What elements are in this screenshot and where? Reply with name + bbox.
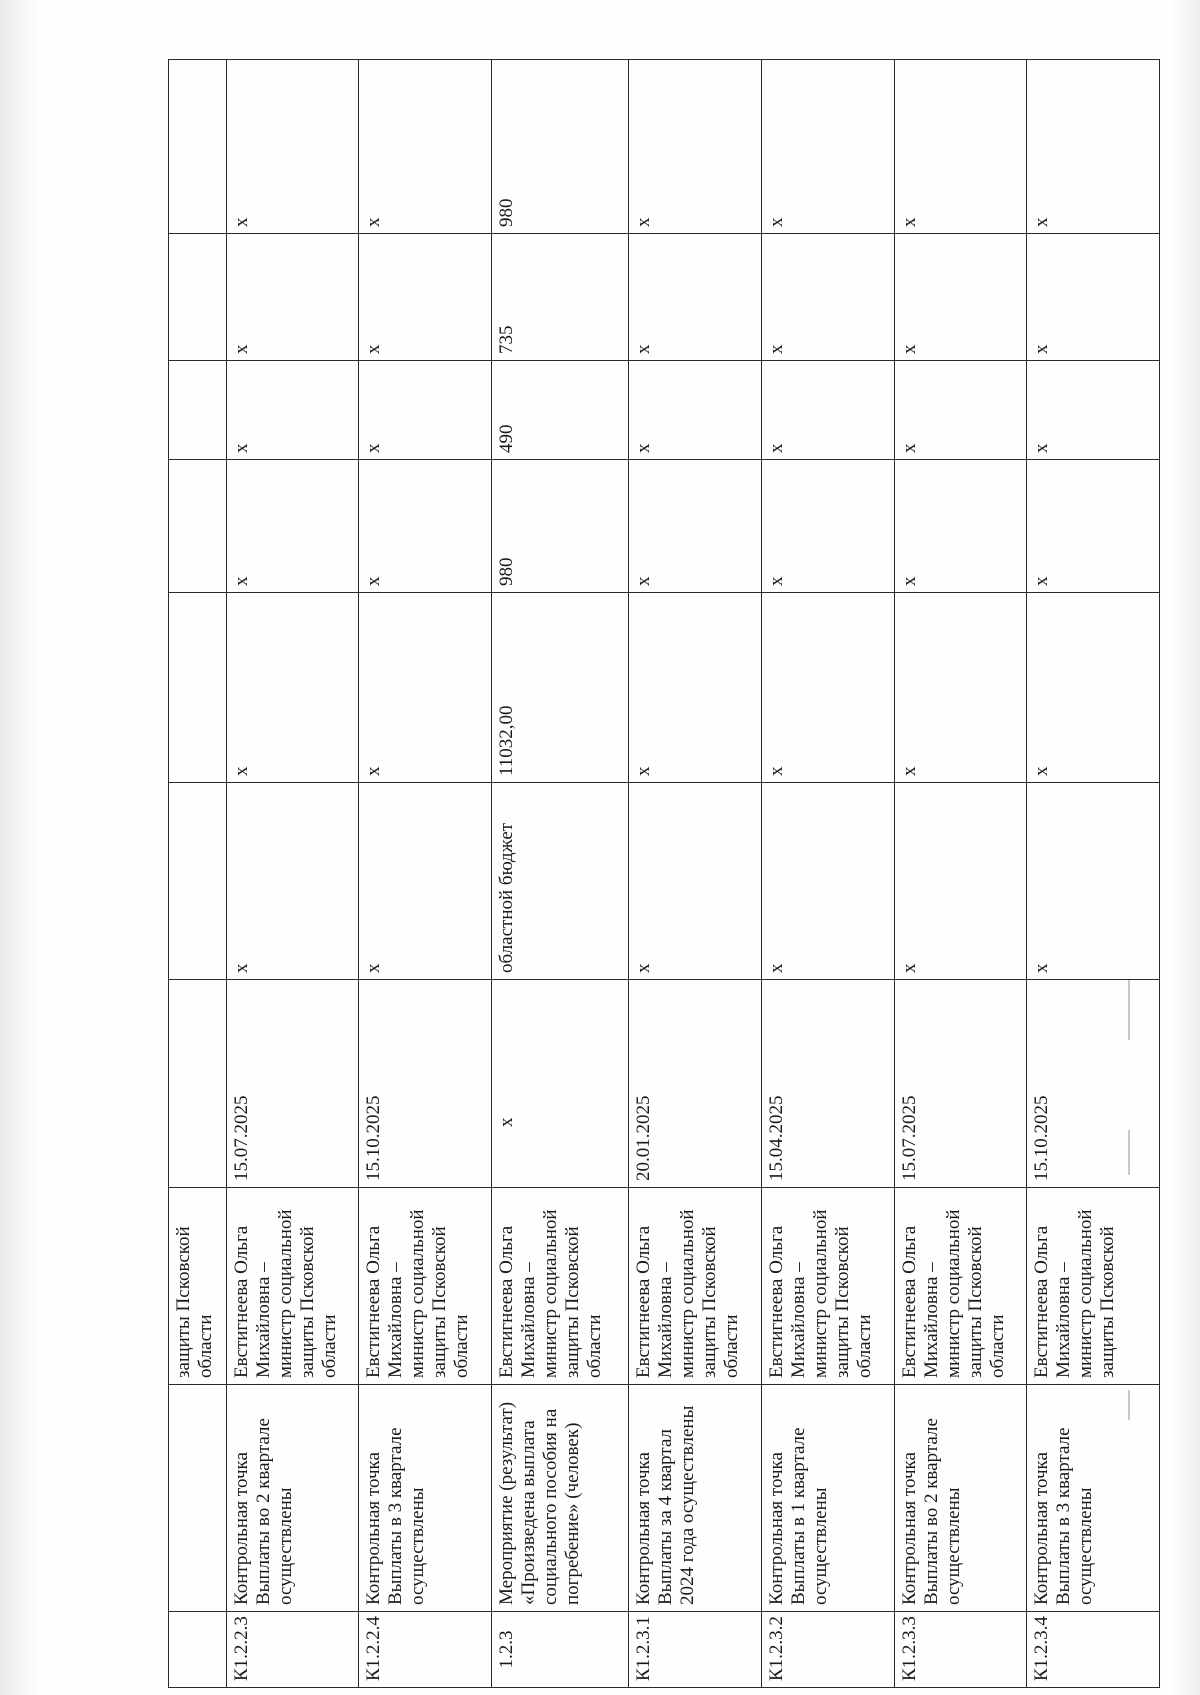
row-amount: х [359, 593, 492, 783]
row-description: Мероприятие (результат) «Произведена выплата социального пособия на погребение» (человек) [492, 1385, 629, 1612]
row-value-4: х [359, 60, 492, 234]
scan-edge-right [1170, 0, 1200, 1695]
row-number: К1.2.3.3 [894, 1612, 1027, 1688]
row-number: К1.2.3.4 [1027, 1612, 1160, 1688]
row-responsible: Евстигнеева Ольга Михайловна – министр социальной защиты Псковской области [629, 1188, 762, 1385]
row-amount: х [226, 593, 359, 783]
row-value-1: х [1027, 460, 1160, 593]
row-value-2 [169, 361, 227, 460]
row-responsible: защиты Псковской области [169, 1188, 227, 1385]
row-value-3: х [761, 234, 894, 361]
row-amount: х [1027, 593, 1160, 783]
table-row [226, 60, 359, 1688]
row-number: К1.2.2.4 [359, 1612, 492, 1688]
row-responsible: Евстигнеева Ольга Михайловна – министр социальной защиты Псковской области [894, 1188, 1027, 1385]
row-value-4: х [1027, 60, 1160, 234]
row-amount: х [761, 593, 894, 783]
row-funding-source [169, 783, 227, 980]
row-date: х [492, 980, 629, 1188]
row-value-4: х [226, 60, 359, 234]
row-value-1: х [359, 460, 492, 593]
table-row [894, 60, 1027, 1688]
row-value-3: х [226, 234, 359, 361]
table-row [761, 60, 894, 1688]
row-funding-source: х [629, 783, 762, 980]
row-funding-source: х [894, 783, 1027, 980]
row-amount: х [629, 593, 762, 783]
row-date [169, 980, 227, 1188]
row-date: 15.04.2025 [761, 980, 894, 1188]
row-value-2: 490 [492, 361, 629, 460]
table-row [169, 60, 227, 1688]
row-responsible: Евстигнеева Ольга Михайловна – министр социальной защиты Псковской области [359, 1188, 492, 1385]
row-funding-source: х [359, 783, 492, 980]
row-number: К1.2.3.1 [629, 1612, 762, 1688]
row-value-4 [169, 60, 227, 234]
row-responsible: Евстигнеева Ольга Михайловна – министр социальной защиты Псковской области [226, 1188, 359, 1385]
row-number: 1.2.3 [492, 1612, 629, 1688]
row-description: Контрольная точка Выплаты в 3 квартале осуществлены [359, 1385, 492, 1612]
row-value-2: х [1027, 361, 1160, 460]
row-value-2: х [761, 361, 894, 460]
row-responsible: Евстигнеева Ольга Михайловна – министр социальной защиты Псковской [1027, 1188, 1160, 1385]
row-date: 20.01.2025 [629, 980, 762, 1188]
row-description: Контрольная точка Выплаты во 2 квартале осуществлены [226, 1385, 359, 1612]
table-body [169, 60, 1160, 1688]
row-value-1: 980 [492, 460, 629, 593]
row-date: 15.10.2025 [1027, 980, 1160, 1188]
row-date: 15.07.2025 [226, 980, 359, 1188]
row-value-4: х [761, 60, 894, 234]
row-value-3 [169, 234, 227, 361]
row-amount: х [894, 593, 1027, 783]
row-value-1: х [226, 460, 359, 593]
row-value-2: х [894, 361, 1027, 460]
row-responsible: Евстигнеева Ольга Михайловна – министр социальной защиты Псковской области [761, 1188, 894, 1385]
row-value-3: х [359, 234, 492, 361]
row-value-2: х [226, 361, 359, 460]
rotated-page-content [168, 60, 1160, 1688]
row-description: Контрольная точка Выплаты в 3 квартале осуществлены [1027, 1385, 1160, 1612]
row-date: 15.07.2025 [894, 980, 1027, 1188]
row-value-1: х [629, 460, 762, 593]
row-description: Контрольная точка Выплаты во 2 квартале осуществлены [894, 1385, 1027, 1612]
row-responsible: Евстигнеева Ольга Михайловна – министр социальной защиты Псковской области [492, 1188, 629, 1385]
row-value-4: 980 [492, 60, 629, 234]
row-value-3: х [894, 234, 1027, 361]
row-value-1: х [894, 460, 1027, 593]
row-value-3: 735 [492, 234, 629, 361]
row-value-4: х [629, 60, 762, 234]
row-funding-source: х [226, 783, 359, 980]
scan-edge-left [0, 0, 40, 1695]
row-number: К1.2.2.3 [226, 1612, 359, 1688]
table-row [359, 60, 492, 1688]
row-value-4: х [894, 60, 1027, 234]
row-amount: 11032,00 [492, 593, 629, 783]
row-description: Контрольная точка Выплаты за 4 квартал 2024 года осуществлены [629, 1385, 762, 1612]
row-funding-source: областной бюджет [492, 783, 629, 980]
row-description [169, 1385, 227, 1612]
row-value-3: х [1027, 234, 1160, 361]
table-row [629, 60, 762, 1688]
row-funding-source: х [761, 783, 894, 980]
row-value-3: х [629, 234, 762, 361]
row-amount [169, 593, 227, 783]
row-value-2: х [359, 361, 492, 460]
row-description: Контрольная точка Выплаты в 1 квартале осуществлены [761, 1385, 894, 1612]
row-number: К1.2.3.2 [761, 1612, 894, 1688]
row-funding-source: х [1027, 783, 1160, 980]
table-row [492, 60, 629, 1688]
row-value-1 [169, 460, 227, 593]
row-value-1: х [761, 460, 894, 593]
table-row [1027, 60, 1160, 1688]
row-number [169, 1612, 227, 1688]
measures-table [168, 59, 1160, 1688]
row-value-2: х [629, 361, 762, 460]
row-date: 15.10.2025 [359, 980, 492, 1188]
